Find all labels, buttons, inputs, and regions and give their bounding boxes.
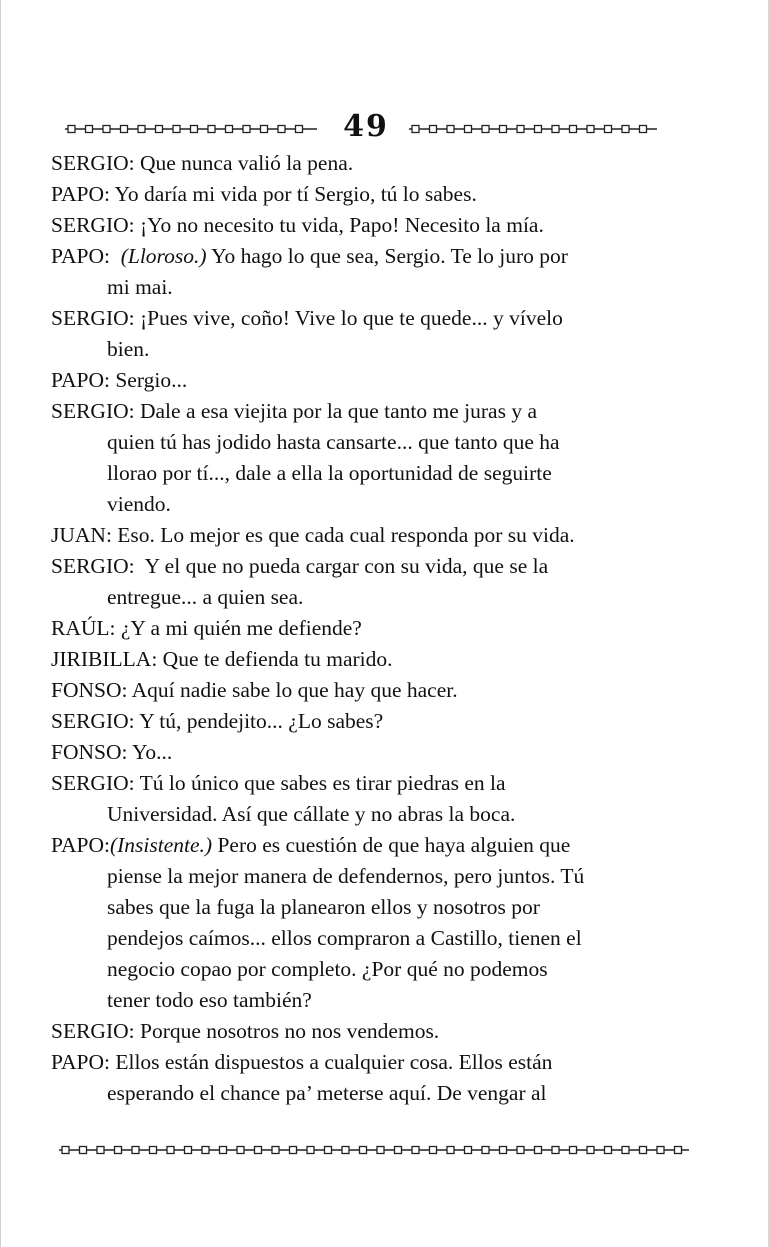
dialogue-line: FONSO: Aquí nadie sabe lo que hay que hacer. [51, 678, 458, 702]
dialogue-continuation-line: llorao por tí..., dale a ella la oportunidad de seguirte [107, 461, 552, 485]
dialogue-line: PAPO: Ellos están dispuestos a cualquier cosa. Ellos están [51, 1050, 553, 1074]
dialogue-continuation-line: tener todo eso también? [107, 988, 312, 1012]
chain-ornament-left [65, 124, 317, 134]
dialogue-continuation-line: negocio copao por completo. ¿Por qué no podemos [107, 957, 548, 981]
dialogue-continuation-line: quien tú has jodido hasta cansarte... que tanto que ha [107, 430, 560, 454]
dialogue-line: JUAN: Eso. Lo mejor es que cada cual responda por su vida. [51, 523, 575, 547]
page-header [61, 109, 661, 144]
dialogue-continuation-line: entregue... a quien sea. [107, 585, 304, 609]
dialogue-line [51, 241, 671, 272]
dialogue-line: SERGIO: ¡Pues vive, coño! Vive lo que te quede... y vívelo [51, 306, 563, 330]
dialogue-line: SERGIO: Tú lo único que sabes es tirar piedras en la [51, 771, 506, 795]
chain-ornament-right [409, 124, 657, 134]
page-number: 49 [343, 109, 389, 144]
stage-direction: (Insistente.) [109, 833, 213, 857]
dialogue-line: RAÚL: ¿Y a mi quién me defiende? [51, 616, 362, 640]
dialogue-continuation-line: esperando el chance pa’ meterse aquí. De vengar al [107, 1081, 547, 1105]
dialogue-line: SERGIO: Porque nosotros no nos vendemos. [51, 1019, 440, 1043]
dialogue-line: PAPO: Sergio... [51, 368, 188, 392]
speaker-label: PAPO: [51, 244, 121, 268]
dialogue-continuation-line: Universidad. Así que cállate y no abras la boca. [107, 802, 516, 826]
stage-direction: (Lloroso.) [120, 244, 207, 268]
dialogue-line: SERGIO: Y tú, pendejito... ¿Lo sabes? [51, 709, 384, 733]
dialogue-continuation-line: piense la mejor manera de defendernos, pero juntos. Tú [107, 864, 585, 888]
dialogue-line: PAPO: Yo daría mi vida por tí Sergio, tú lo sabes. [51, 182, 477, 206]
dialogue-line [51, 830, 671, 861]
dialogue-continuation-line: pendejos caímos... ellos compraron a Castillo, tienen el [107, 926, 582, 950]
dialogue-continuation-line: bien. [107, 337, 150, 361]
dialogue-continuation-line: sabes que la fuga la planearon ellos y nosotros por [107, 895, 540, 919]
dialogue-line: SERGIO: ¡Yo no necesito tu vida, Papo! Necesito la mía. [51, 213, 544, 237]
dialogue-continuation-line: viendo. [107, 492, 171, 516]
dialogue-text [51, 148, 671, 1109]
speaker-label: PAPO: [51, 833, 110, 857]
dialogue-text-segment: Pero es cuestión de que haya alguien que [212, 833, 571, 857]
dialogue-line: SERGIO: Y el que no pueda cargar con su vida, que se la [51, 554, 549, 578]
dialogue-line: SERGIO: Dale a esa viejita por la que tanto me juras y a [51, 399, 537, 423]
dialogue-line: FONSO: Yo... [51, 740, 173, 764]
dialogue-continuation-line: mi mai. [107, 275, 173, 299]
chain-ornament-footer [59, 1145, 689, 1155]
dialogue-line: JIRIBILLA: Que te defienda tu marido. [51, 647, 393, 671]
dialogue-line: SERGIO: Que nunca valió la pena. [51, 151, 354, 175]
dialogue-text-segment: Yo hago lo que sea, Sergio. Te lo juro por [206, 244, 568, 268]
